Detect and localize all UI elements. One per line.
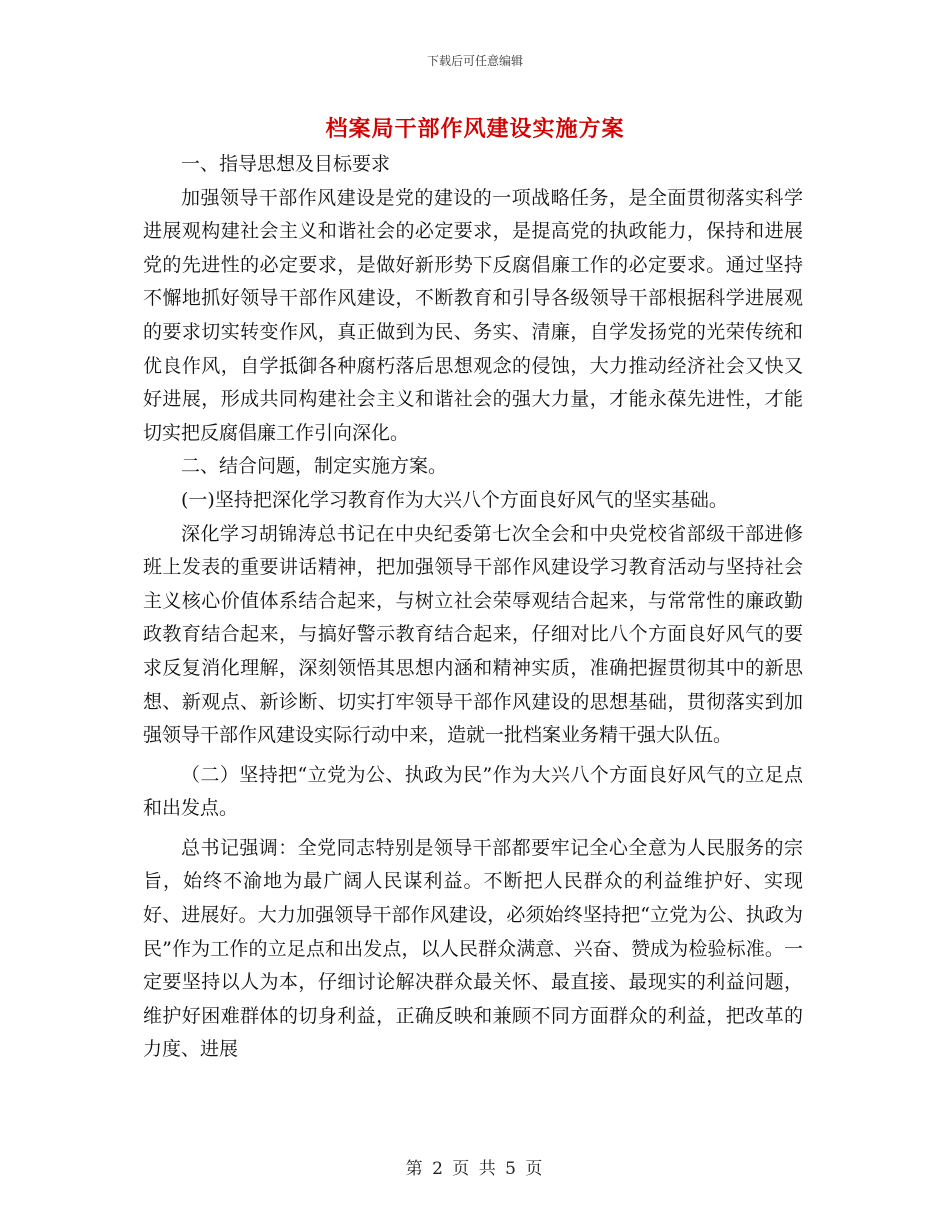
section-heading-2: 二、结合问题，制定实施方案。: [181, 455, 448, 478]
document-body: [143, 148, 803, 1067]
subsection-heading-2: （二）坚持把“立党为公、执政为民”作为大兴八个方面良好风气的立足点和出发点。: [143, 763, 803, 820]
paragraph-3: 总书记强调：全党同志特别是领导干部都要牢记全心全意为人民服务的宗旨，始终不渝地为最广阔人民谋利益。不断把人民群众的利益维护好、实现好、进展好。大力加强领导干部作风建设，必须始终坚持把“立党为公、执政为民”作为工作的立足点和出发点，以人民群众满意、兴奋、赞成为检验标准。一定要坚持以人为本，仔细讨论解决群众最关怀、最直接、最现实的利益问题，维护好困难群体的切身利益，正确反映和兼顾不同方面群众的利益，把改革的力度、进展: [143, 836, 803, 1061]
paragraph-2: 深化学习胡锦涛总书记在中央纪委第七次全会和中央党校省部级干部进修班上发表的重要讲话精神，把加强领导干部作风建设学习教育活动与坚持社会主义核心价值体系结合起来，与树立社会荣辱观结合起来，与常常性的廉政勤政教育结合起来，与搞好警示教育结合起来，仔细对比八个方面良好风气的要求反复消化理解，深刻领悟其思想内涵和精神实质，准确把握贯彻其中的新思想、新观点、新诊断、切实打牢领导干部作风建设的思想基础，贯彻落实到加强领导干部作风建设实际行动中来，造就一批档案业务精干强大队伍。: [143, 522, 803, 747]
paragraph-1: 加强领导干部作风建设是党的建设的一项战略任务，是全面贯彻落实科学进展观构建社会主义和谐社会的必定要求，是提高党的执政能力，保持和进展党的先进性的必定要求，是做好新形势下反腐倡廉工作的必定要求。通过坚持不懈地抓好领导干部作风建设，不断教育和引导各级领导干部根据科学进展观的要求切实转变作风，真正做到为民、务实、清廉，自学发扬党的光荣传统和优良作风，自学抵御各种腐朽落后思想观念的侵蚀，大力推动经济社会又快又好进展，形成共同构建社会主义和谐社会的强大力量，才能永葆先进性，才能切实把反腐倡廉工作引向深化。: [143, 186, 803, 444]
page-number: 第 2 页 共 5 页: [405, 1159, 545, 1179]
header-note: 下载后可任意编辑: [426, 54, 523, 68]
subsection-heading-1: (一)坚持把深化学习教育作为大兴八个方面良好风气的坚实基础。: [181, 488, 728, 511]
document-title: 档案局干部作风建设实施方案: [325, 116, 625, 142]
section-heading-1: 一、指导思想及目标要求: [181, 153, 391, 175]
